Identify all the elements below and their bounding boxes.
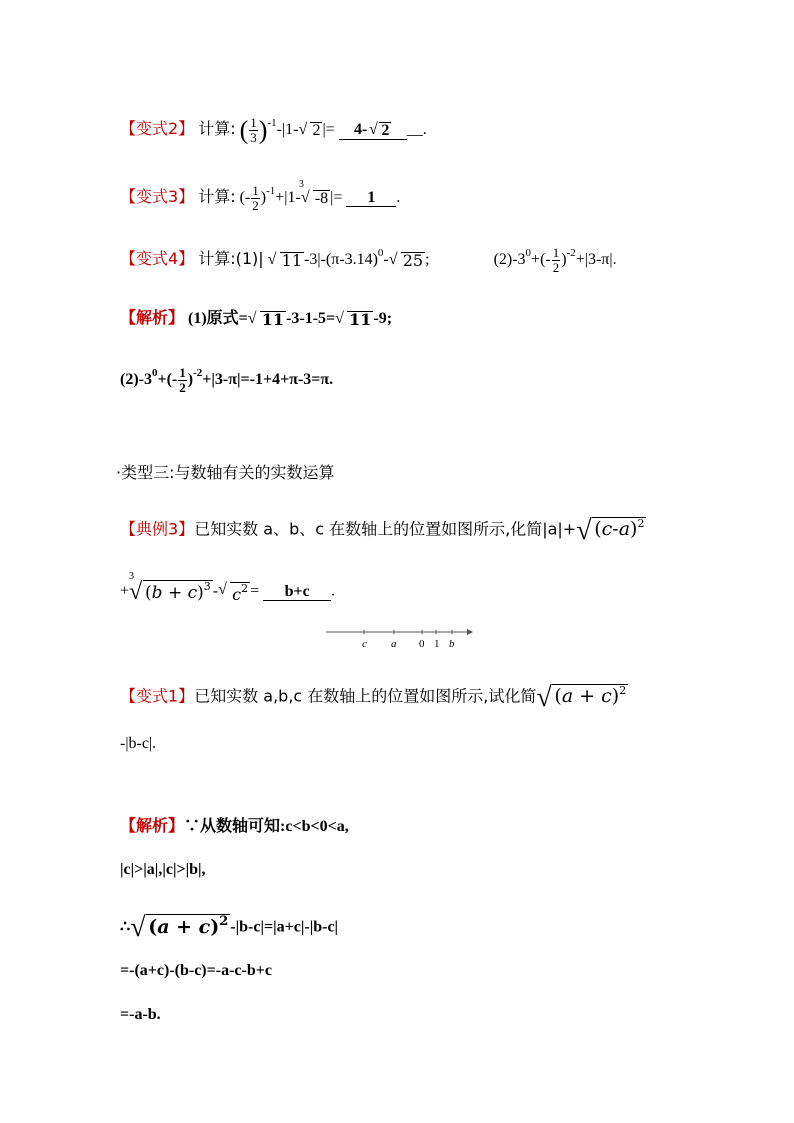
variant-1-tag: 【变式1】	[120, 686, 195, 706]
variant-2-tag: 【变式2】	[120, 118, 195, 138]
analysis-2-text1: ∵从数轴可知:c<b<0<a,	[184, 818, 349, 835]
section-heading: ·类型三:与数轴有关的实数运算	[116, 463, 335, 482]
analysis-1-expr: √ 11 -3-1-5= √ 11 -9;	[247, 309, 393, 329]
variant-4-part2: $(2)-3^0+(-$ $\frac{1}{2}$ )$^{-2}$+|3-π|.	[493, 245, 617, 275]
variant-2-line: 【变式2】 计算: ( $\frac{1}{3}$ )$^{-1}$-|1- √ 2 |= 4- √ 2 __.	[120, 115, 427, 145]
analysis-2-tag: 【解析】	[120, 816, 185, 835]
number-line	[324, 626, 484, 650]
variant-3-line: 【变式3】 计算: (- $\frac{1}{2}$ )$^{-1}$+|1- 3 √ -8 |= 1 .	[120, 178, 401, 213]
variant-4-line	[120, 246, 617, 274]
variant-4-tag: 【变式4】	[120, 248, 195, 268]
numberline-label-c: c	[362, 638, 367, 650]
variant-3-answer: 1	[346, 190, 396, 207]
example-3-tag: 【典例3】	[120, 519, 195, 539]
variant-3-expr: (- $\frac{1}{2}$ )$^{-1}$+|1- 3 √ -8 |=	[239, 178, 343, 213]
analysis-2-line1	[120, 818, 349, 835]
analysis-2-line4: =-(a+c)-(b-c)=-a-c-b+c	[120, 962, 272, 979]
variant-4-expr1: √ 11 $-3|-(\pi-3.14)^0-$ √ 25 ;	[267, 246, 430, 270]
variant-4-text: 计算:(1)|	[198, 248, 264, 268]
variant-3-tag: 【变式3】	[120, 186, 195, 206]
variant-1-text: 已知实数 a,b,c 在数轴上的位置如图所示,试化简	[194, 686, 537, 706]
analysis-2-line2: |c|>|a|,|c|>|b|,	[120, 861, 206, 878]
example-3-line2: + 3 √ $(b + c)^3$ - √ $c^2$ = b+c .	[120, 571, 336, 605]
analysis-2-line3: ∴ √ $(a + c)^2$ -|b-c|=|a+c|-|b-c|	[120, 912, 339, 943]
variant-2-answer: 4- √ 2	[339, 122, 407, 140]
numberline-label-1: 1	[434, 638, 440, 650]
example-3-answer: b+c	[263, 584, 331, 601]
example-3-text: 已知实数 a、b、c 在数轴上的位置如图所示,化简|a|+	[194, 519, 577, 539]
variant-1-tail: -|b-c|.	[120, 735, 157, 752]
variant-1-sqrt: √ $(a + c)^2$	[536, 682, 627, 713]
numberline-label-b: b	[449, 638, 455, 650]
variant-2-text: 计算:	[198, 118, 236, 138]
variant-1-line	[120, 684, 628, 712]
example-3-sqrt: √ $(c-a)^2$	[576, 515, 645, 546]
analysis-1-line2: $(2)-3^0+(-$ $\frac{1}{2}$ )$^{-2}$+|3-π|=-1+4+π-3=π.	[120, 365, 334, 395]
analysis-1-line	[120, 310, 392, 328]
example-3-line	[120, 517, 646, 545]
analysis-1-tag: 【解析】	[120, 308, 185, 327]
variant-3-text: 计算:	[198, 186, 236, 206]
numberline-label-0: 0	[419, 638, 425, 650]
analysis-2-text3: -|b-c|=|a+c|-|b-c|	[230, 918, 339, 936]
numberline-label-a: a	[391, 638, 397, 650]
variant-2-expr: ( $\frac{1}{3}$ )$^{-1}$-|1- √ 2 |=	[239, 115, 335, 145]
analysis-1-text: (1)原式=	[188, 310, 248, 327]
analysis-2-line5: =-a-b.	[120, 1006, 161, 1023]
